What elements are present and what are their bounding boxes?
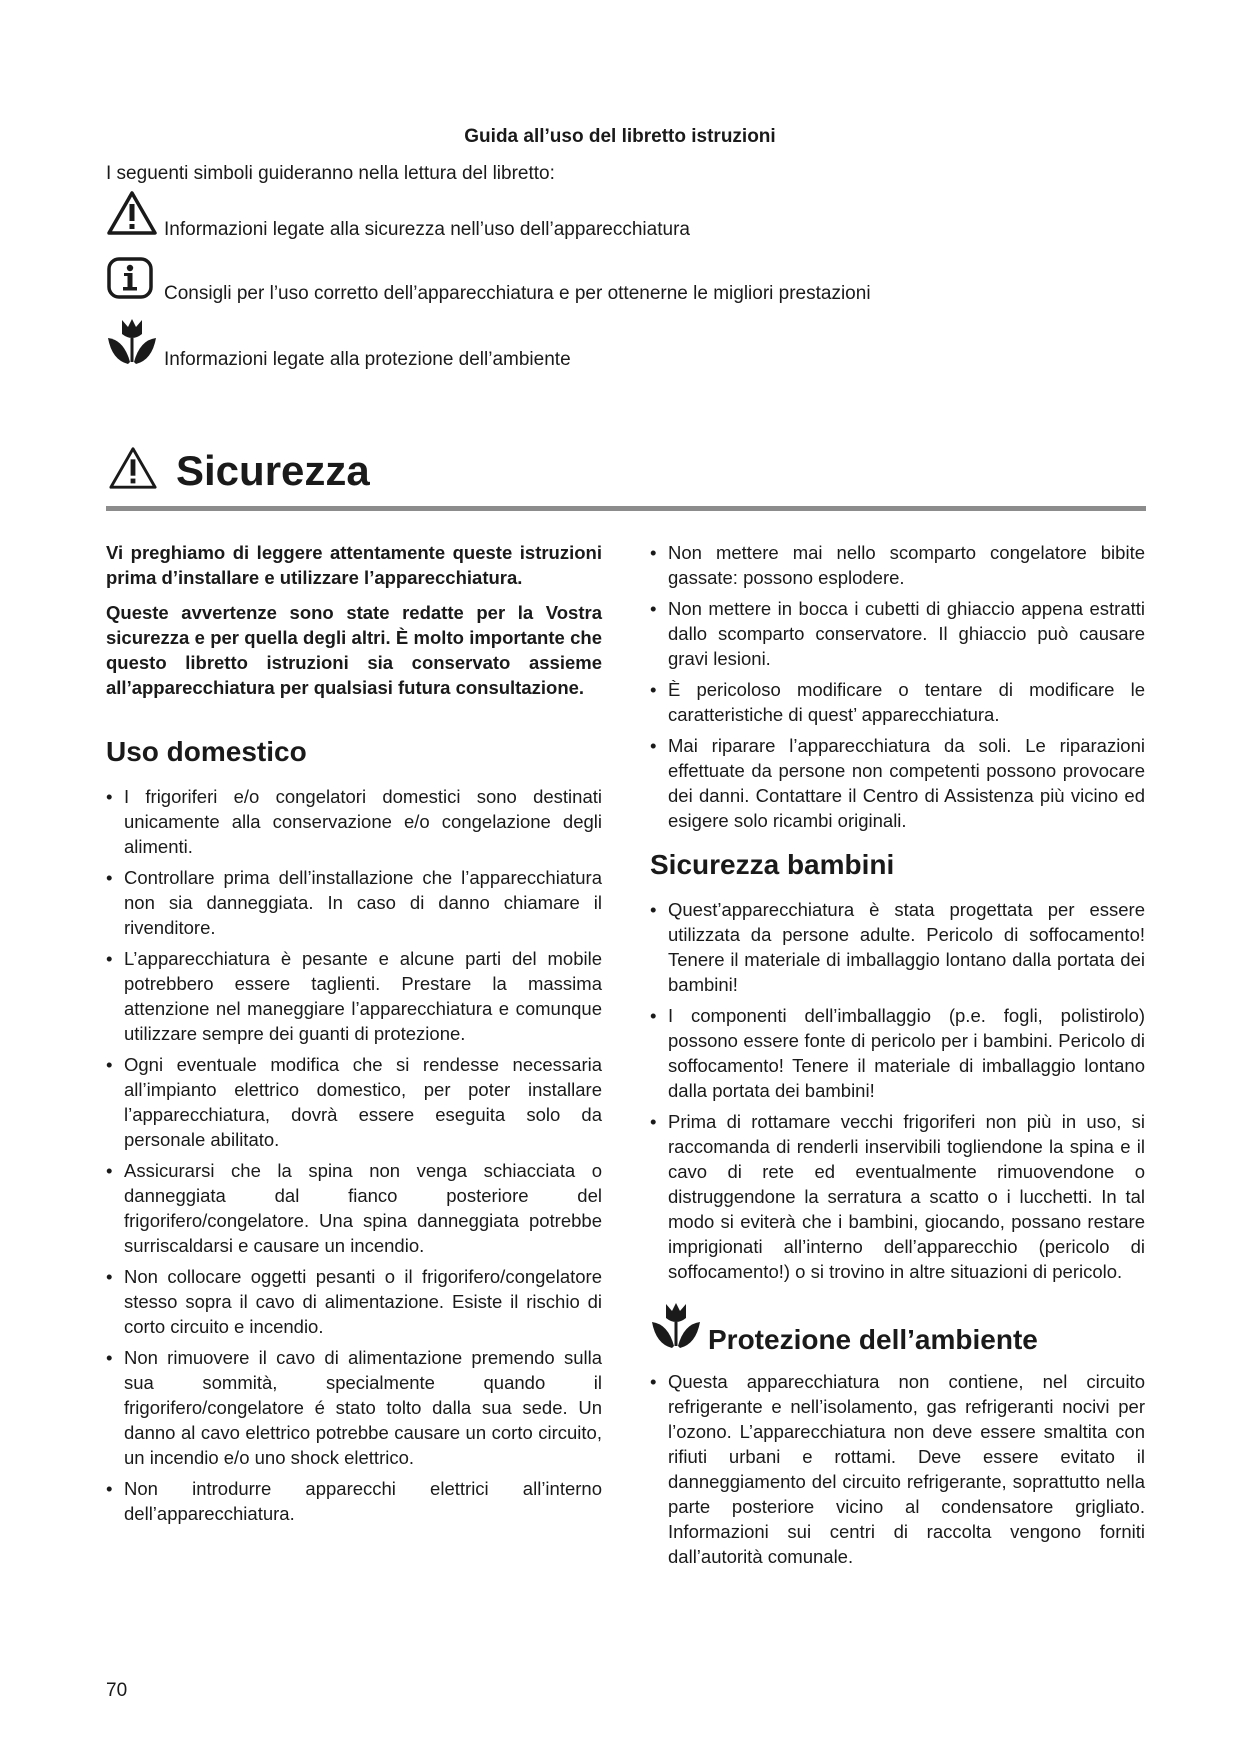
intro-block	[106, 540, 602, 700]
list-item: • Questa apparecchiatura non contiene, nel circuito refrigerante e nell’isolamento, gas refrigeranti nocivi per l’ozono. L’apparecchiatura non deve essere smaltita con rifiuti urbani e rottami. Deve essere evitato il danneggiamento del circuito refrigerante, soprattutto nella parte posteriore vicino al condensatore grigliato. Informazioni sui centri di raccolta vengono forniti dall’autorità comunale.	[650, 1369, 1145, 1569]
list-item: • Non introdurre apparecchi elettrici all’interno dell’apparecchiatura.	[106, 1476, 602, 1526]
list-item: • I frigoriferi e/o congelatori domestici sono destinati unicamente alla conservazione e/o congelazione degli alimenti.	[106, 784, 602, 859]
list-item: • Mai riparare l’apparecchiatura da soli. Le riparazioni effettuate da persone non competenti possono provocare dei danni. Contattare il Centro di Assistenza più vicino ed esigere solo ricambi originali.	[650, 733, 1145, 833]
symbol-text-environment: Informazioni legate alla protezione dell’ambiente	[164, 349, 571, 370]
list-item: • Non mettere mai nello scomparto congelatore bibite gassate: possono esplodere.	[650, 540, 1145, 590]
intro-paragraph: Vi preghiamo di leggere attentamente queste istruzioni prima d’installare e utilizzare l’apparecchiatura.	[106, 542, 602, 588]
safety-list	[650, 540, 1145, 833]
symbol-text-info: Consigli per l’uso corretto dell’apparecchiatura e per ottenerne le migliori prestazioni	[164, 283, 871, 304]
sicurezza-bambini-list	[650, 897, 1145, 1284]
list-item: • Non collocare oggetti pesanti o il frigorifero/congelatore stesso sopra il cavo di alimentazione. Esiste il rischio di corto circuito e incendio.	[106, 1264, 602, 1339]
list-item: • Controllare prima dell’installazione che l’apparecchiatura non sia danneggiata. In caso di danno chiamare il rivenditore.	[106, 865, 602, 940]
symbol-row-environment	[106, 316, 571, 371]
protezione-ambiente-list	[650, 1369, 1145, 1569]
section-title: Sicurezza	[176, 446, 370, 494]
list-item: • I componenti dell’imballaggio (p.e. fogli, polistirolo) possono essere fonte di pericolo per i bambini. Pericolo di soffocamento! Tenere il materiale di imballaggio lontano dalla portata dei bambini!	[650, 1003, 1145, 1103]
section-heading	[108, 445, 370, 496]
warning-triangle-icon	[108, 445, 158, 496]
list-item: • Prima di rottamare vecchi frigoriferi non più in uso, si raccomanda di renderli inservibili togliendone la spina e il cavo di rete ed eventualmente rimuovendone o distruggendone la serratura a scatto o i lucchetti. In tal modo si eviterà che i bambini, giocando, possano restare imprigionati all’interno dell’apparecchio (pericolo di soffocamento!) o si trovino in altre situazioni di pericolo.	[650, 1109, 1145, 1284]
right-column	[650, 540, 1145, 1575]
symbol-text-safety: Informazioni legate alla sicurezza nell’uso dell’apparecchiatura	[164, 219, 690, 240]
environment-flower-icon	[650, 1300, 702, 1355]
environment-flower-icon	[106, 316, 158, 371]
symbol-row-info	[106, 256, 871, 305]
protezione-ambiente-title: Protezione dell’ambiente	[708, 1324, 1038, 1355]
left-column	[106, 540, 602, 1532]
guide-title: Guida all’uso del libretto istruzioni	[464, 126, 776, 147]
list-item: • Non mettere in bocca i cubetti di ghiaccio appena estratti dallo scomparto conservatore. Il ghiaccio può causare gravi lesioni.	[650, 596, 1145, 671]
protezione-ambiente-heading	[650, 1300, 1145, 1355]
list-item: • Non rimuovere il cavo di alimentazione premendo sulla sua sommità, specialmente quando il frigorifero/congelatore é stato tolto dalla sua sede. Un danno al cavo elettrico potrebbe causare un corto circuito, un incendio e/o uno shock elettrico.	[106, 1345, 602, 1470]
symbol-row-safety	[106, 190, 690, 241]
warning-triangle-icon	[106, 190, 158, 241]
guide-intro: I seguenti simboli guideranno nella lettura del libretto:	[106, 163, 555, 184]
sicurezza-bambini-heading: Sicurezza bambini	[650, 849, 895, 880]
section-divider	[106, 506, 1146, 511]
uso-domestico-heading: Uso domestico	[106, 736, 307, 767]
list-item: • È pericoloso modificare o tentare di modificare le caratteristiche di quest’ apparecchiatura.	[650, 677, 1145, 727]
info-icon	[106, 256, 154, 305]
uso-domestico-list	[106, 784, 602, 1526]
list-item: • L’apparecchiatura è pesante e alcune parti del mobile potrebbero essere taglienti. Prestare la massima attenzione nel maneggiare l’apparecchiatura e comunque utilizzare sempre dei guanti di protezione.	[106, 946, 602, 1046]
list-item: • Assicurarsi che la spina non venga schiacciata o danneggiata dal fianco posteriore del frigorifero/congelatore. Una spina danneggiata potrebbe surriscaldarsi e causare un incendio.	[106, 1158, 602, 1258]
list-item: • Quest’apparecchiatura è stata progettata per essere utilizzata da persone adulte. Pericolo di soffocamento! Tenere il materiale di imballaggio lontano dalla portata dei bambini!	[650, 897, 1145, 997]
page-number: 70	[106, 1680, 128, 1701]
list-item: • Ogni eventuale modifica che si rendesse necessaria all’impianto elettrico domestico, per poter installare l’apparecchiatura, dovrà essere eseguita solo da personale abilitato.	[106, 1052, 602, 1152]
intro-paragraph: Queste avvertenze sono state redatte per la Vostra sicurezza e per quella degli altri. È molto importante che questo libretto istruzioni sia conservato assieme all’apparecchiatura per qualsiasi futura consultazione.	[106, 602, 602, 698]
